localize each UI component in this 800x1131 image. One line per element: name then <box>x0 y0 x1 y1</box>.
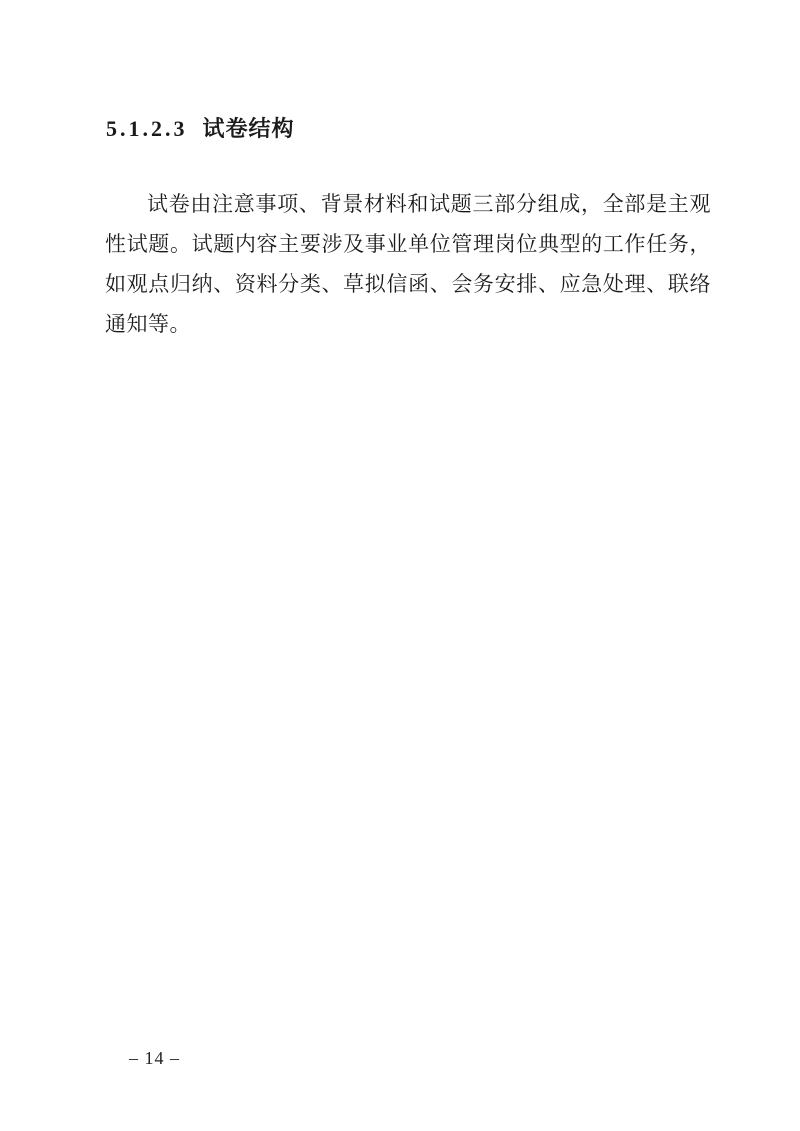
section-number: 5.1.2.3 <box>106 116 188 141</box>
section-title: 试卷结构 <box>202 116 295 141</box>
section-heading <box>106 112 295 143</box>
page-number: – 14 – <box>129 1048 180 1068</box>
body-paragraph: 试卷由注意事项、背景材料和试题三部分组成，全部是主观性试题。试题内容主要涉及事业单位管理岗位典型的工作任务，如观点归纳、资料分类、草拟信函、会务安排、应急处理、联络通知等。 <box>105 192 711 336</box>
